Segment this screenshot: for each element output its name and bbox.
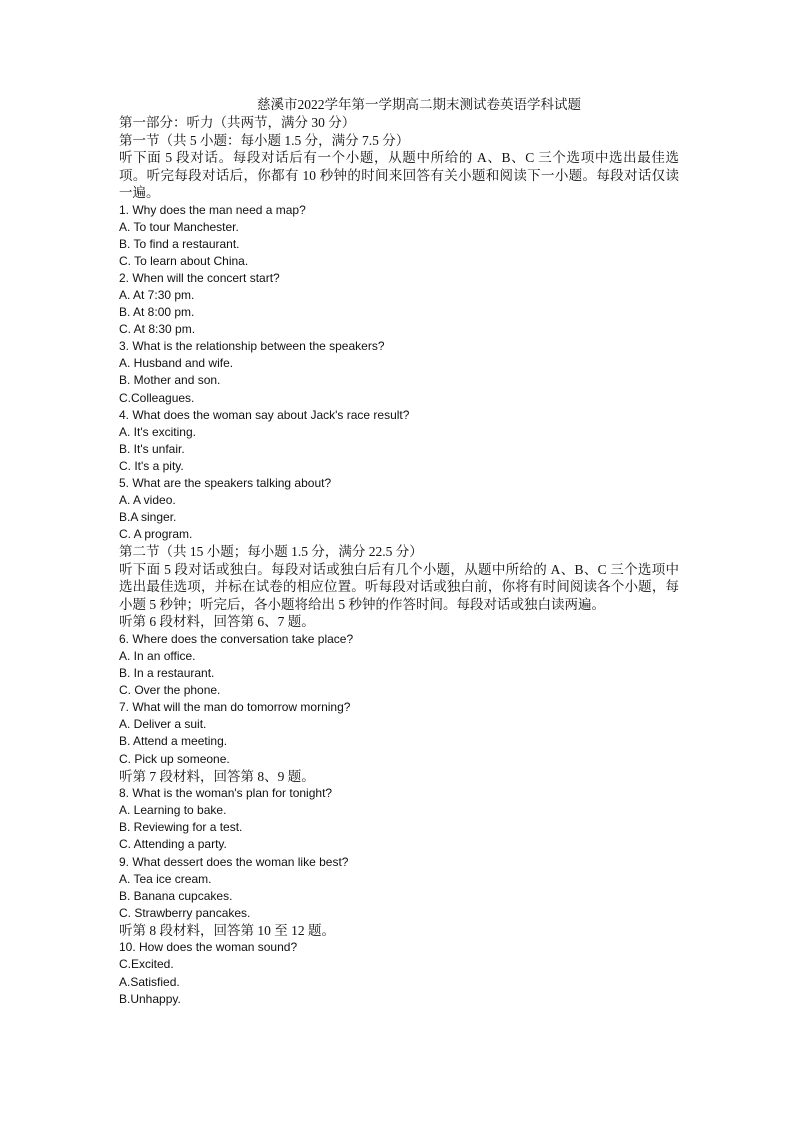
question-2: 2. When will the concert start? — [119, 270, 280, 285]
question-5-option-a: A. A video. — [119, 493, 176, 508]
material-6-label: 听第 6 段材料，回答第 6、7 题。 — [119, 614, 315, 630]
question-4-option-a: A. It's exciting. — [119, 424, 196, 439]
question-3: 3. What is the relationship between the speakers? — [119, 339, 385, 354]
question-10-option-c: C.Excited. — [119, 957, 174, 972]
question-1-option-c: C. To learn about China. — [119, 253, 249, 268]
question-6: 6. Where does the conversation take place? — [119, 631, 354, 646]
question-3-option-c: C.Colleagues. — [119, 390, 195, 405]
question-6-option-b: B. In a restaurant. — [119, 666, 215, 681]
question-10: 10. How does the woman sound? — [119, 940, 298, 955]
question-5-option-b: B.A singer. — [119, 510, 177, 525]
material-8-label: 听第 8 段材料，回答第 10 至 12 题。 — [119, 922, 335, 938]
question-8-option-a: A. Learning to bake. — [119, 803, 227, 818]
question-6-option-c: C. Over the phone. — [119, 683, 221, 698]
question-5-option-c: C. A program. — [119, 527, 193, 542]
exam-title: 慈溪市2022学年第一学期高二期末测试卷英语学科试题 — [257, 97, 581, 112]
question-6-option-a: A. In an office. — [119, 648, 196, 663]
section1-instruction: 听下面 5 段对话。每段对话后有一个小题，从题中所给的 A、B、C 三个选项中选出最佳选项。听完每段对话后，你都有 10 秒钟的时间来回答有关小题和阅读下一小题。每段对话仅读一遍。 — [119, 150, 679, 200]
question-9: 9. What dessert does the woman like best? — [119, 854, 349, 869]
question-1-option-a: A. To tour Manchester. — [119, 219, 239, 234]
question-10-option-b: B.Unhappy. — [119, 991, 181, 1006]
part1-heading: 第一部分：听力（共两节，满分 30 分） — [119, 115, 356, 130]
question-10-option-a: A.Satisfied. — [119, 974, 180, 989]
question-8-option-c: C. Attending a party. — [119, 837, 227, 852]
question-9-option-c: C. Strawberry pancakes. — [119, 905, 251, 920]
question-2-option-b: B. At 8:00 pm. — [119, 305, 195, 320]
question-4: 4. What does the woman say about Jack's race result? — [119, 407, 410, 422]
question-9-option-a: A. Tea ice cream. — [119, 871, 212, 886]
section2-instruction: 听下面 5 段对话或独白。每段对话或独白后有几个小题，从题中所给的 A、B、C 三个选项中选出最佳选项，并标在试卷的相应位置。听每段对话或独白前，你将有时间阅读各个小题，每小题 5 秒钟；听完后，各小题将给出 5 秒钟的作答时间。每段对话或独白读两遍。 — [119, 561, 679, 612]
question-7-option-c: C. Pick up someone. — [119, 751, 230, 766]
question-3-option-a: A. Husband and wife. — [119, 356, 234, 371]
question-8: 8. What is the woman's plan for tonight? — [119, 786, 333, 801]
section1-heading: 第一节（共 5 小题：每小题 1.5 分，满分 7.5 分） — [119, 132, 410, 148]
section2-heading: 第二节（共 15 小题；每小题 1.5 分，满分 22.5 分） — [119, 544, 423, 560]
material-7-label: 听第 7 段材料，回答第 8、9 题。 — [119, 768, 315, 784]
question-4-option-b: B. It's unfair. — [119, 441, 185, 456]
question-4-option-c: C. It's a pity. — [119, 458, 184, 473]
exam-content — [119, 96, 679, 1008]
question-7: 7. What will the man do tomorrow morning? — [119, 700, 351, 715]
question-5: 5. What are the speakers talking about? — [119, 476, 332, 490]
question-7-option-a: A. Deliver a suit. — [119, 717, 207, 732]
question-8-option-b: B. Reviewing for a test. — [119, 820, 243, 835]
question-7-option-b: B. Attend a meeting. — [119, 734, 228, 749]
question-3-option-b: B. Mother and son. — [119, 373, 221, 388]
question-2-option-a: A. At 7:30 pm. — [119, 287, 195, 302]
question-9-option-b: B. Banana cupcakes. — [119, 888, 233, 903]
question-1: 1. Why does the man need a map? — [119, 202, 306, 217]
question-2-option-c: C. At 8:30 pm. — [119, 322, 196, 337]
question-1-option-b: B. To find a restaurant. — [119, 236, 240, 251]
